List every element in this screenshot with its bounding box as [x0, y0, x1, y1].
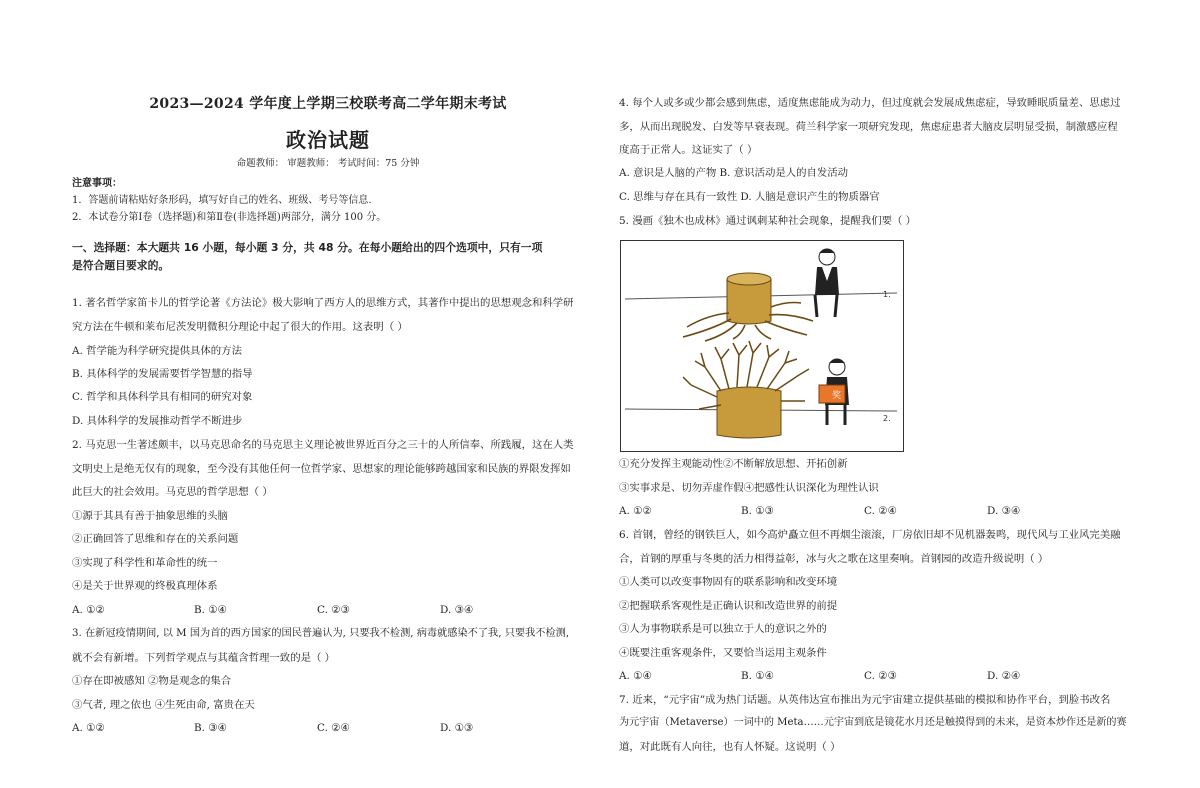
question-1-option-c: C. 哲学和具体科学具有相同的研究对象: [72, 391, 253, 403]
question-4-text: 多，从而出现脱发、白发等早衰表现。荷兰科学家一项研究发现，焦虑症患者大脑皮层明显受损，制激感应程: [619, 121, 1118, 133]
question-2-text: 2. 马克思一生著述颇丰，以马克思命名的马克思主义理论被世界近百分之三十的人所信奉、所践履，这在人类: [72, 439, 574, 451]
question-2-statement: ②正确回答了思维和存在的关系问题: [72, 533, 239, 545]
question-3-option-d: D. ①③: [440, 722, 474, 734]
question-5-option-c: C. ②④: [864, 505, 897, 517]
question-3-statement: ①存在即被感知 ②物是观念的集合: [72, 675, 232, 687]
question-4-options-cd: C. 思维与存在具有一致性 D. 人脑是意识产生的物质器官: [619, 191, 880, 203]
question-2-statement: ①源于其具有善于抽象思维的头脑: [72, 510, 228, 522]
question-3-statement: ③气者, 理之依也 ④生死由命, 富贵在天: [72, 699, 255, 711]
question-5-option-a: A. ①②: [619, 505, 652, 517]
question-2-option-c: C. ②③: [317, 604, 350, 616]
question-6-text: 合，首钢的厚重与冬奥的活力相得益彰，冰与火之歌在这里奏响。首钢园的改造升级说明（ ）: [619, 553, 1049, 565]
question-1-text: 1. 著名哲学家笛卡儿的哲学论著《方法论》极大影响了西方人的思维方式，其著作中提出的思想观念和科学研: [72, 297, 574, 309]
question-2-option-b: B. ①④: [194, 604, 227, 616]
question-2-text: 文明史上是绝无仅有的现象，至今没有其他任何一位哲学家、思想家的理论能够跨越国家和民族的界限发挥如: [72, 463, 571, 475]
question-6-statement: ③人为事物联系是可以独立于人的意识之外的: [619, 623, 827, 635]
section-heading: 一、选择题：本大题共 16 小题，每小题 3 分，共 48 分。在每小题给出的四个选项中，只有一项: [72, 241, 543, 254]
person-figure: [815, 249, 839, 317]
question-6-option-b: B. ①④: [741, 670, 774, 682]
question-6-option-a: A. ①④: [619, 670, 652, 682]
award-sign-label: 奖: [832, 391, 842, 401]
question-1-option-b: B. 具体科学的发展需要哲学智慧的指导: [72, 368, 253, 380]
question-3-text: 3. 在新冠疫情期间, 以 M 国为首的西方国家的国民普遍认为, 只要我不检测, 病毒就感染不了我, 只要我不检测,: [72, 628, 570, 639]
question-1-option-d: D. 具体科学的发展推动哲学不断进步: [72, 415, 243, 427]
question-7-text: 7. 近来，“元宇宙”成为热门话题。从英伟达宣布推出为元宇宙建立提供基础的模拟和协作平台，到脸书改名: [619, 694, 1111, 706]
exam-meta: 命题教师： 审题教师： 考试时间：75 分钟: [236, 158, 420, 169]
question-5-option-d: D. ③④: [987, 505, 1021, 517]
question-3-option-a: A. ①②: [72, 722, 105, 734]
question-6-text: 6. 首钢，曾经的钢铁巨人，如今高炉矗立但不再烟尘滚滚，厂房依旧却不见机器轰鸣，现代风与工业风完美融: [619, 529, 1121, 541]
question-3-option-c: C. ②④: [317, 722, 350, 734]
question-4-text: 度高于正常人。这证实了（ ）: [619, 144, 758, 156]
question-4-options-ab: A. 意识是人脑的产物 B. 意识活动是人的自发活动: [619, 167, 849, 179]
cartoon-illustration: [621, 241, 903, 451]
question-5-option-b: B. ①③: [741, 505, 774, 517]
panel-number: 2.: [883, 414, 891, 423]
exam-title: 2023—2024 学年度上学期三校联考高二学年期末考试: [149, 96, 507, 112]
question-6-option-d: D. ②④: [987, 670, 1021, 682]
question-6-statement: ②把握联系客观性是正确认识和改造世界的前提: [619, 600, 838, 612]
notes-item: 1．答题前请粘贴好条形码，填写好自己的姓名、班级、考号等信息.: [72, 195, 372, 206]
question-6-statement: ④既要注重客观条件，又要恰当运用主观条件: [619, 647, 827, 659]
question-2-option-d: D. ③④: [440, 604, 474, 616]
question-6-option-c: C. ②③: [864, 670, 897, 682]
subject-title: 政治试题: [286, 128, 370, 152]
panel-number: 1.: [883, 290, 891, 299]
question-5-statement: ①充分发挥主观能动性②不断解放思想、开拓创新: [619, 458, 848, 470]
question-7-text: 道，对此既有人向往，也有人怀疑。这说明（ ）: [619, 741, 841, 753]
question-2-statement: ④是关于世界观的终极真理体系: [72, 580, 218, 592]
question-6-statement: ①人类可以改变事物固有的联系影响和改变环境: [619, 576, 838, 588]
question-1-option-a: A. 哲学能为科学研究提供具体的方法: [72, 345, 242, 357]
section-heading-cont: 是符合题目要求的。: [72, 259, 170, 272]
question-1-text: 究方法在牛顿和莱布尼茨发明微积分理论中起了很大的作用。这表明（ ）: [72, 321, 408, 333]
question-5-statement: ③实事求是、切勿弄虚作假④把感性认识深化为理性认识: [619, 482, 879, 494]
question-5-text: 5. 漫画《独木也成林》通过讽刺某种社会现象，提醒我们要（ ）: [619, 215, 917, 227]
question-3-text: 就不会有新增。下列哲学观点与其蕴含哲理一致的是（ ）: [72, 652, 336, 664]
question-3-option-b: B. ③④: [194, 722, 227, 734]
notes-item: 2．本试卷分第Ⅰ卷（选择题)和第Ⅱ卷(非选择题)两部分，满分 100 分。: [72, 212, 387, 223]
question-2-text: 此巨大的社会效用。马克思的哲学思想（ ）: [72, 486, 273, 498]
question-7-text: 为元宇宙（Metaverse）一词中的 Meta……元宇宙到底是镜花水月还是触摸得到的未来，是资本炒作还是新的赛: [619, 717, 1127, 728]
question-2-statement: ③实现了科学性和革命性的统一: [72, 557, 218, 569]
notes-heading: 注意事项：: [72, 178, 122, 189]
question-2-option-a: A. ①②: [72, 604, 105, 616]
question-4-text: 4. 每个人或多或少都会感到焦虑，适度焦虑能成为动力，但过度就会发展成焦虑症，导致睡眠质量差、思虑过: [619, 97, 1121, 109]
cartoon-figure: [620, 240, 904, 452]
